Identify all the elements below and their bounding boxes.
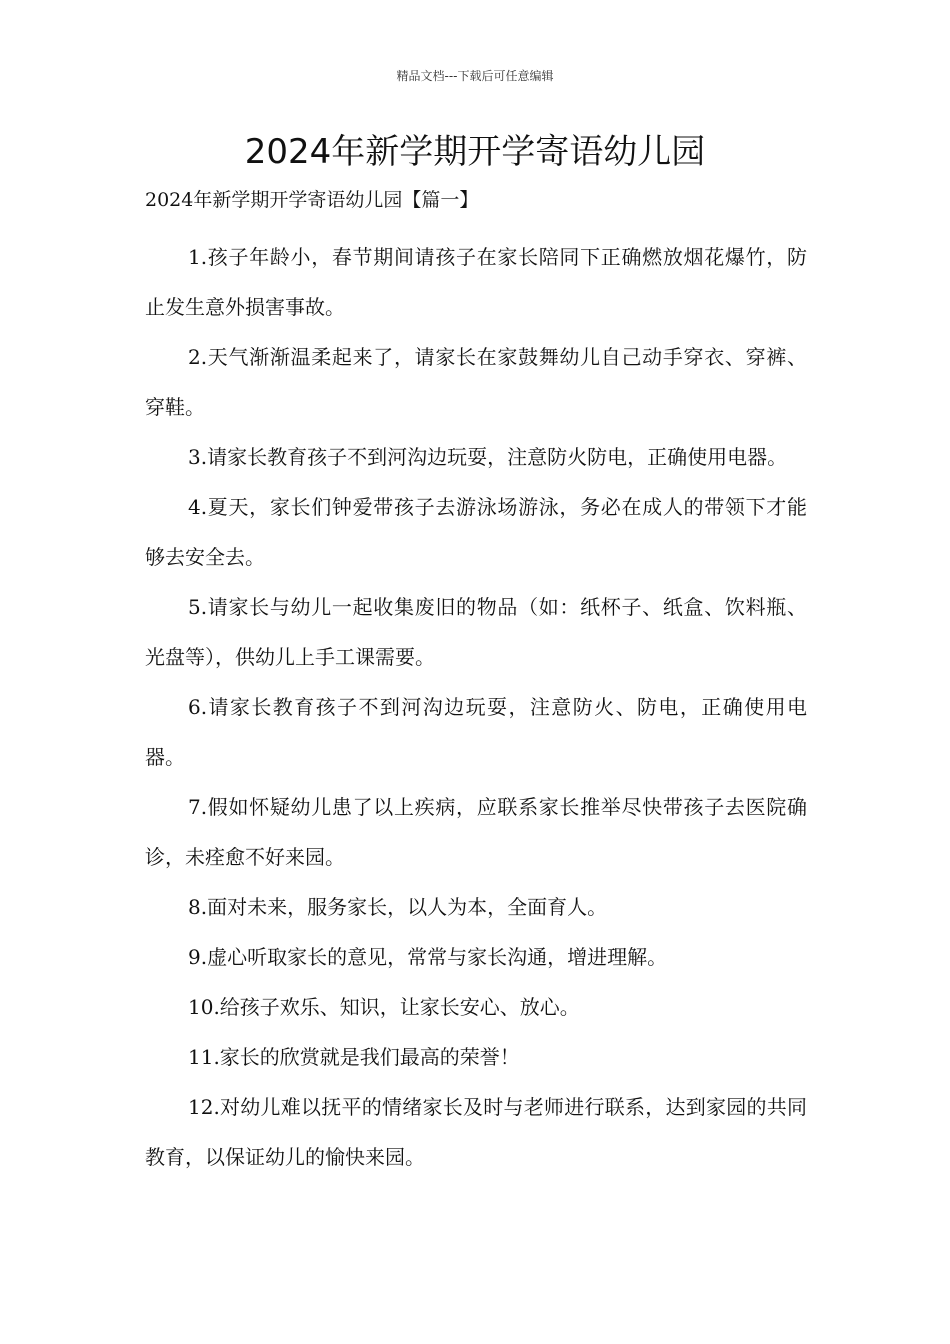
paragraph-item-3: 3.请家长教育孩子不到河沟边玩耍，注意防火防电，正确使用电器。 — [188, 445, 788, 469]
paragraph-item-5: 5.请家长与幼儿一起收集废旧的物品（如：纸杯子、纸盒、饮料瓶、光盘等），供幼儿上手工课需要。 — [145, 595, 807, 669]
paragraph-item-9: 9.虚心听取家长的意见，常常与家长沟通，增进理解。 — [188, 945, 668, 969]
paragraph-item-1: 1.孩子年龄小，春节期间请孩子在家长陪同下正确燃放烟花爆竹，防止发生意外损害事故。 — [145, 245, 807, 319]
paragraph-item-10: 10.给孩子欢乐、知识，让家长安心、放心。 — [188, 995, 580, 1019]
paragraph-item-2: 2.天气渐渐温柔起来了，请家长在家鼓舞幼儿自己动手穿衣、穿裤、穿鞋。 — [145, 345, 807, 419]
paragraph-item-11: 11.家长的欣赏就是我们最高的荣誉！ — [188, 1045, 520, 1069]
document-title: 2024年新学期开学寄语幼儿园 — [244, 132, 706, 172]
section-heading: 2024年新学期开学寄语幼儿园【篇一】 — [145, 189, 479, 211]
document-body — [145, 232, 807, 1182]
header-note: 精品文档---下载后可任意编辑 — [396, 69, 554, 83]
paragraph-item-8: 8.面对未来，服务家长，以人为本，全面育人。 — [188, 895, 608, 919]
paragraph-item-7: 7.假如怀疑幼儿患了以上疾病，应联系家长推举尽快带孩子去医院确诊，未痊愈不好来园。 — [145, 795, 807, 869]
paragraph-item-4: 4.夏天，家长们钟爱带孩子去游泳场游泳，务必在成人的带领下才能够去安全去。 — [145, 495, 807, 569]
paragraph-item-12: 12.对幼儿难以抚平的情绪家长及时与老师进行联系，达到家园的共同教育，以保证幼儿的愉快来园。 — [145, 1095, 807, 1169]
paragraph-item-6: 6.请家长教育孩子不到河沟边玩耍，注意防火、防电，正确使用电器。 — [145, 695, 807, 769]
